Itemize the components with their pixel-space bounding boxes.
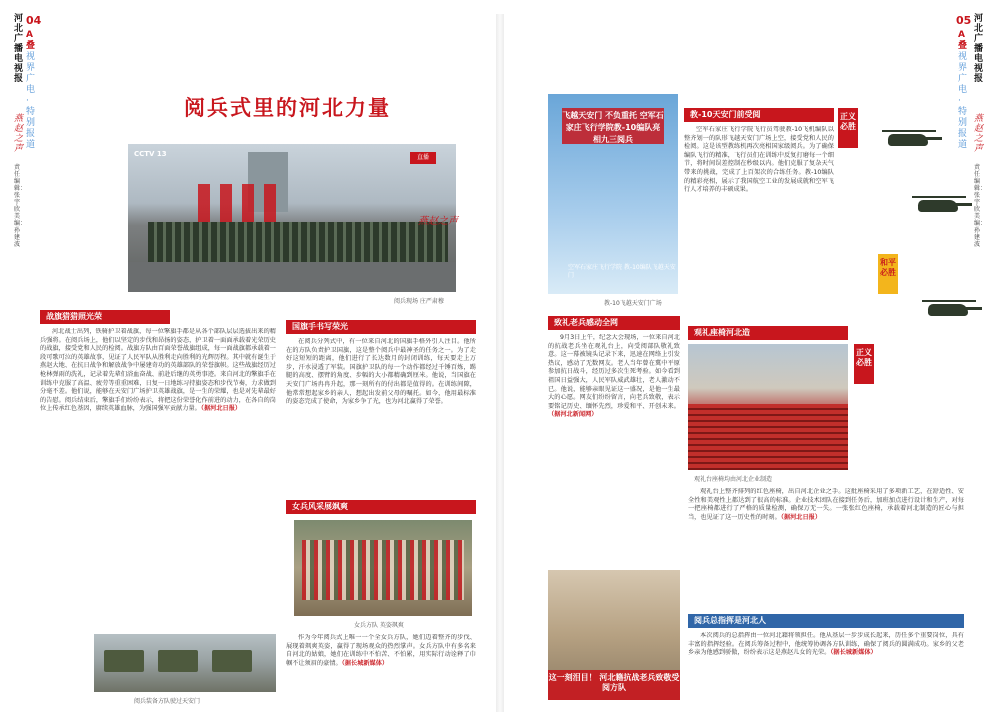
section-label bbox=[958, 30, 969, 151]
article-title-veteran-salute: 致礼老兵感动全网 bbox=[548, 316, 680, 330]
article-title-commander: 阅兵总指挥是河北人 bbox=[688, 614, 964, 628]
article-source: （据长城新媒体） bbox=[830, 649, 877, 657]
article-text: 作为今年阅兵式上唯一一个全女兵方队，她们迈着整齐的步伐、展现着飒爽英姿，赢得了现场观众的热烈掌声。女兵方队中有多名来自河北的姑娘，她们在训练中不怕苦、不怕累，用实际行动诠释了巾帼不让须眉的豪情。 bbox=[286, 634, 476, 667]
vehicle bbox=[104, 650, 144, 672]
editor-credits: 责任编辑：张宇欣 美编：孙建波 bbox=[974, 164, 987, 248]
article-body-flag-bearer bbox=[286, 338, 476, 488]
justice-prevails-badge: 正义必胜 bbox=[838, 108, 858, 148]
calligraphy-seal: 燕赵之声 bbox=[418, 216, 458, 227]
paper-name: 河北广播电视报 bbox=[14, 14, 24, 84]
article-text: 9月3日上午，纪念大会现场，一位来自河北的抗战老兵坐在观礼台上，向受阅部队敬礼致意。这一幕被镜头记录下来，迅速在网络上引发热议，感动了无数网友。老人当年曾在冀中平原参加抗日战斗，经历过多次生死考验。如今看到祖国日益强大，人民军队威武雄壮，老人激动不已。他说，能够亲眼见证这一盛况，是他一生最大的心愿。网友们纷纷留言，向老兵致敬，表示要铭记历史、缅怀先烈，珍爱和平、开创未来。 bbox=[548, 334, 680, 410]
section-letter: A 叠 bbox=[958, 30, 968, 51]
article-text: 在阅兵分列式中，有一位来自河北的国旗手格外引人注目。他所在的方队负责护卫国旗，这是整个阅兵中最神圣的任务之一。为了走好这短短的距离，他们进行了长达数月的封闭训练，每天要走上万步，汗水浸透了军装。国旗护卫队的每一个动作都经过千锤百炼，踢腿的高度、摆臂的角度、步幅的大小都精确到厘米。他说，当国旗在天安门广场冉冉升起，那一刻所有的付出都是值得的。在训练间隙，他常常想起家乡的亲人，想起出发前父母的嘱托。如今，他用最标准的姿态完成了使命，为家乡争了光，也为河北赢得了荣誉。 bbox=[286, 338, 476, 406]
article-source: （据河北日报） bbox=[200, 405, 242, 413]
vehicle bbox=[212, 650, 252, 672]
page-number: 04 bbox=[26, 14, 42, 27]
hero-caption: 阅兵现场 庄严肃穆 bbox=[394, 298, 444, 305]
article-text: 河北战士出列，铁骑护卫着战旗，每一位擎旗手都是从各个部队层层选拔出来的精兵强将。在阅兵场上，他们以坚定的步伐和昂扬的姿态，护卫着一面面承载着光荣历史的战旗，接受党和人民的检阅。战旗方队由百面荣誉战旗组成，每一面战旗都承载着一段可歌可泣的英雄故事，见证了人民军队从胜利走向胜利的光辉历程。其中就有诞生于燕赵大地、在抗日战争和解放战争中屡建奇功的英雄部队的荣誉旗帜。这些战旗经历过枪林弹雨的洗礼，记录着先辈们浴血奋战、前赴后继的英勇事迹。来自河北的擎旗手在训练中克服了高温、疲劳等重重困难，日复一日地练习持旗姿态和步伐节奏，力求做到分毫不差。他们说，能够在天安门广场护卫英雄战旗，是一生的荣耀，也是对先辈最好的告慰。阅兵结束后，擎旗手们纷纷表示，将把这份荣誉化作前进的动力，在各自的岗位上传承红色基因，赓续英雄血脉，为强国强军贡献力量。 bbox=[40, 328, 276, 413]
article-title-female-soldiers: 女兵风采展飒爽 bbox=[286, 500, 476, 514]
veteran-banner: 这一刻泪目！ 河北籍抗战老兵致敬受阅方队 bbox=[548, 670, 680, 700]
article-text: 本次阅兵的总指挥由一位河北籍将领担任。他从基层一步步成长起来，历任多个重要岗位，具有丰富的指挥经验。在阅兵筹备过程中，他统筹协调各方队训练，确保了阅兵的圆满成功。家乡的父老乡亲为他感到骄傲，纷纷表示这是燕赵儿女的光荣。 bbox=[688, 632, 964, 657]
article-title-battle-flags: 战旗猎猎照光荣 bbox=[40, 310, 170, 324]
jet-formation-photo bbox=[548, 94, 678, 294]
section-subtitle: 视界广电·特别报道 bbox=[26, 52, 36, 150]
paper-name: 河北广播电视报 bbox=[974, 14, 984, 84]
chairs-caption: 观礼台座椅均由河北企业制造 bbox=[694, 476, 773, 483]
article-text: 观礼台上整齐排列的红色座椅，出自河北企业之手。这批座椅采用了多项新工艺，在舒适性、安全性和美观性上都达到了很高的标准。企业技术团队在接到任务后，加班加点进行设计和生产，对每一把座椅都进行了严格的质量检测，确保万无一失。一张张红色座椅，承载着河北制造的匠心与担当，也见证了这一历史性的时刻。 bbox=[688, 488, 964, 521]
left-masthead-strip bbox=[14, 14, 44, 248]
peace-prevails-badge: 和平必胜 bbox=[878, 254, 898, 294]
helicopter-icon bbox=[918, 200, 958, 212]
article-title-flag-bearer: 国旗手书写荣光 bbox=[286, 320, 476, 334]
female-troops-photo bbox=[294, 520, 472, 616]
hero-parade-photo bbox=[128, 144, 456, 292]
jet-caption: 教-10飞越天安门广场 bbox=[604, 300, 662, 307]
article-body-veteran-salute bbox=[548, 334, 680, 564]
veteran-salute-photo bbox=[548, 570, 680, 700]
jet-banner: 飞越天安门 不负重托 空军石家庄飞行学院教-10编队亮相九三阅兵 bbox=[562, 108, 664, 144]
article-source: （据河北日报） bbox=[780, 513, 822, 521]
armored-vehicle-photo bbox=[94, 634, 276, 692]
troop-rows bbox=[302, 540, 464, 600]
section-letter: A 叠 bbox=[26, 30, 36, 51]
helicopter-icon bbox=[928, 304, 968, 316]
page-number: 05 bbox=[956, 14, 972, 27]
article-body-jet-flyover bbox=[684, 126, 834, 306]
right-masthead-strip bbox=[956, 14, 987, 248]
women-caption: 女兵方队 英姿飒爽 bbox=[354, 622, 404, 629]
article-source: （据河北新闻网） bbox=[548, 411, 598, 419]
article-text: 空军石家庄飞行学院飞行员驾驶教-10飞机编队以整齐划一的队形飞越天安门广场上空，接受党和人民的检阅。这是该型教练机再次亮相国家级阅兵。为了确保编队飞行的精准，飞行员们在训练中反复打磨每一个细节，将时间误差控制在秒级以内。他们克服了复杂天气带来的挑战，完成了上百架次的合练任务。教-10编队的精彩亮相，展示了我国航空工业的发展成就和空军飞行人才培养的丰硕成果。 bbox=[684, 126, 834, 194]
column-signature: 燕赵之声 bbox=[974, 114, 984, 154]
seat-rows bbox=[688, 404, 848, 470]
section-subtitle: 视界广电·特别报道 bbox=[958, 52, 968, 150]
page-gutter bbox=[496, 14, 504, 712]
article-title-jet-flyover: 教-10天安门前受阅 bbox=[684, 108, 834, 122]
article-body-female-soldiers bbox=[286, 634, 476, 700]
grandstand-chairs-photo bbox=[688, 344, 848, 470]
troop-formation bbox=[148, 222, 448, 262]
flag-row bbox=[198, 184, 278, 224]
seal-stamp: 正义必胜 bbox=[854, 344, 874, 384]
tank-caption: 阅兵装备方队驶过天安门 bbox=[134, 698, 201, 705]
vehicle bbox=[158, 650, 198, 672]
right-page bbox=[508, 14, 986, 712]
article-body-grandstand-seats bbox=[688, 488, 964, 608]
page-headline: 阅兵式里的河北力量 bbox=[184, 95, 391, 120]
tv-channel-logo: CCTV 13 bbox=[134, 150, 167, 158]
live-badge: 直播 bbox=[410, 152, 436, 164]
helicopter-icon bbox=[888, 134, 928, 146]
editor-credits: 责任编辑：张宇欣 美编：孙建波 bbox=[14, 164, 27, 248]
column-signature: 燕赵之声 bbox=[14, 114, 24, 154]
article-source: （据长城新媒体） bbox=[341, 659, 389, 667]
article-title-grandstand-seats: 观礼座椅河北造 bbox=[688, 326, 848, 340]
article-body-battle-flags bbox=[40, 328, 276, 628]
road bbox=[128, 262, 456, 292]
section-label bbox=[26, 30, 37, 151]
left-page bbox=[14, 14, 492, 712]
jet-subtitle: 空军石家庄飞行学院 教-10编队飞越天安门 bbox=[568, 264, 676, 279]
article-body-commander bbox=[688, 632, 964, 702]
